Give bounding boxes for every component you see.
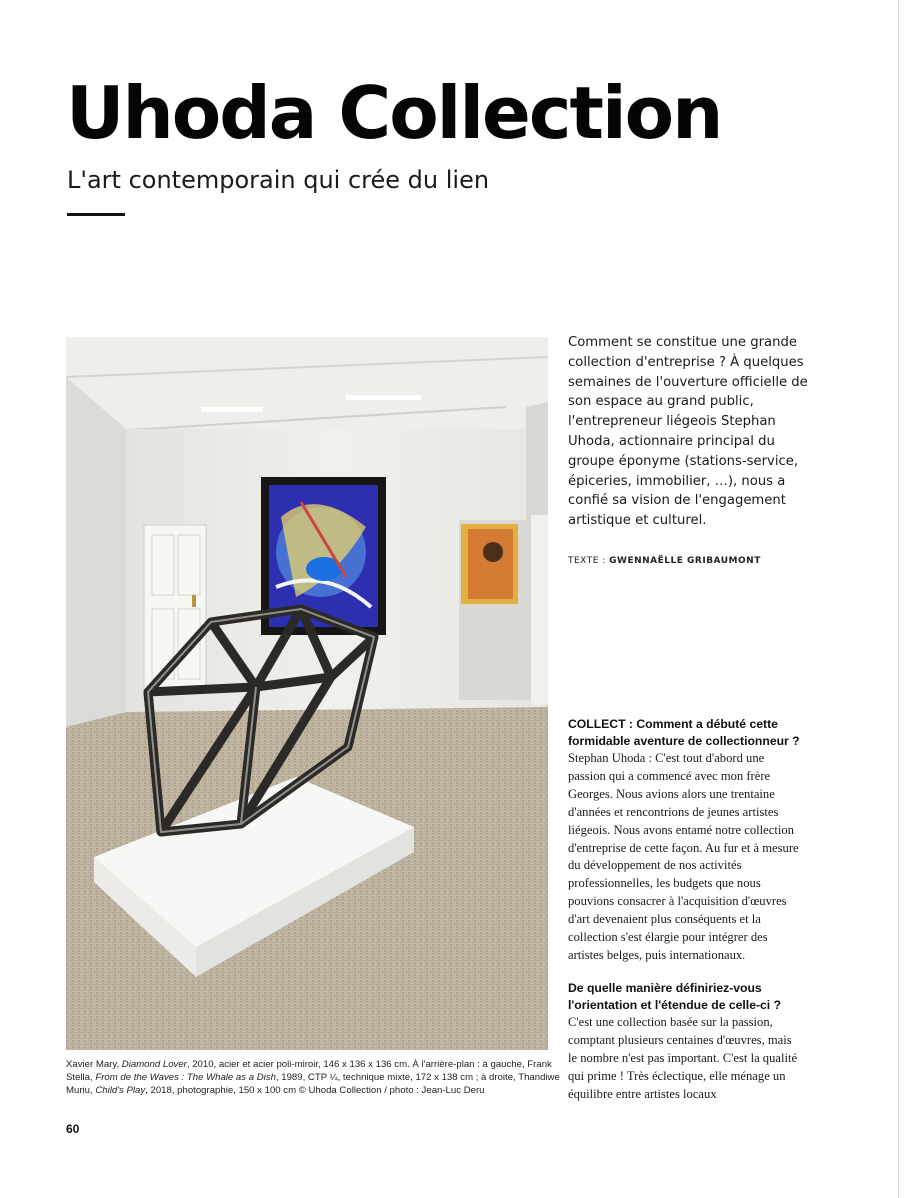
intro-paragraph: Comment se constitue une grande collection d'entreprise ? À quelques semaines de l'ouverture officielle de son espace au grand public, l'entrepreneur liégeois Stephan Uhoda, actionnaire principal du groupe éponyme (stations-service, épiceries, immobilier, …), nous a confié sa vision de l'engagement artistique et culturel. [568, 335, 808, 529]
page-edge [898, 0, 899, 1198]
photo-caption: Xavier Mary, Diamond Lover, 2010, acier et acier poli-miroir, 146 x 136 x 136 cm. À l'arrière-plan : à gauche, Frank Stella, From de the Waves : The Whale as a Dish, 1989, CTP ¼, technique mixte, 172 x 138 cm ; à droite, Thandiwe Muriu, Child's Play, 2018, photographie, 150 x 100 cm © Uhoda Collection / photo : Jean-Luc Deru [66, 1059, 560, 1096]
interview-answer-2: C'est une collection basée sur la passion, comptant plusieurs centaines d'œuvres, mais le nombre n'est pas important. C'est la qualité qui prime ! Très éclectique, elle ménage un équilibre entre artistes locaux [568, 1015, 798, 1101]
interview-question-1: COLLECT : Comment a débuté cette formidable aventure de collectionneur ? [568, 717, 800, 748]
gallery-photo [66, 337, 548, 1050]
page-title: Uhoda Collection [66, 71, 722, 155]
interview-answer-1: Stephan Uhoda : C'est tout d'abord une passion qui a commencé avec mon frère Georges. Nous avions alors une trentaine d'années et rencontrions de jeunes artistes liégeois. Nous avons entamé notre collection d'entreprise de cette façon. Au fur et à mesure du développement de nos activités professionnelles, les budgets que nous pouvions consacrer à l'acquisition d'œuvres d'art devenaient plus conséquents et la collection s'est élargie pour intégrer des artistes belges, puis internationaux. [568, 751, 799, 962]
page-number: 60 [66, 1122, 80, 1136]
author-credit: TEXTE : GWENNAËLLE GRIBAUMONT [568, 556, 761, 566]
interview-question-2: De quelle manière définiriez-vous l'orientation et l'étendue de celle-ci ? [568, 981, 782, 1012]
title-rule [67, 213, 125, 216]
page-subtitle: L'art contemporain qui crée du lien [67, 166, 490, 194]
